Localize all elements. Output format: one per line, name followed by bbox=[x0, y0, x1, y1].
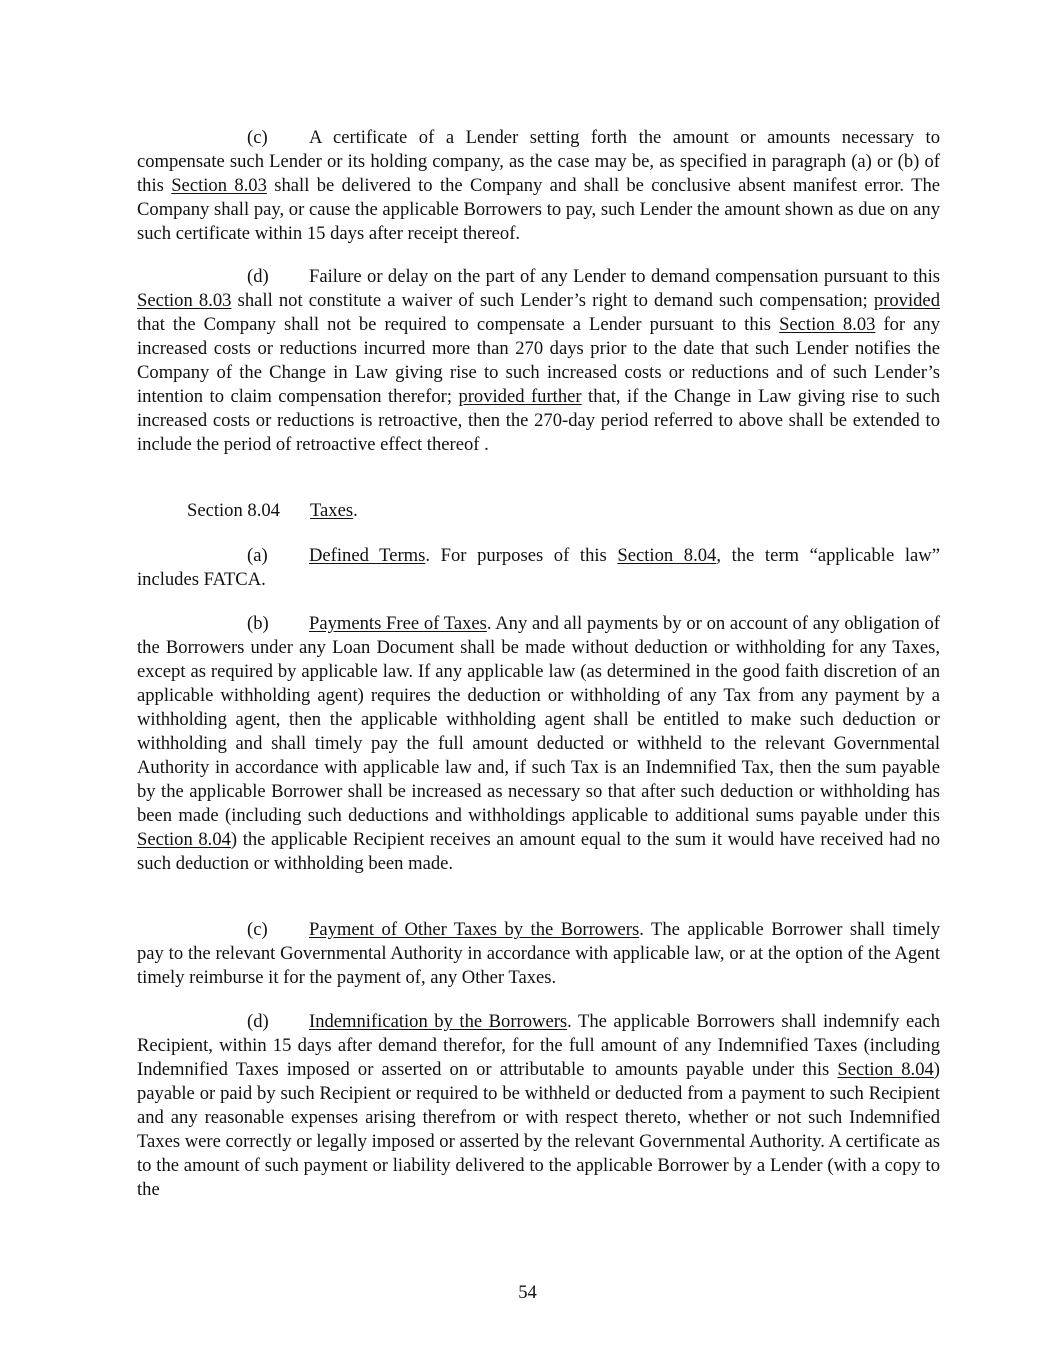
paragraph-d-indemnification bbox=[137, 1010, 940, 1202]
paragraph-heading: Indemnification by the Borrowers bbox=[309, 1011, 568, 1032]
section-number: Section 8.04 bbox=[187, 500, 280, 521]
paragraph-heading: Defined Terms bbox=[309, 545, 426, 566]
paragraph-label: (c) bbox=[247, 127, 268, 148]
paragraph-text: ) payable or paid by such Recipient or required to be withheld or deducted from a payment to such Recipient and any reasonable expenses arising therefrom or with respect thereto, whether or not such Indemnified Taxes were correctly or legally imposed or asserted by the relevant Governmental Authority. A certificate as to the amount of such payment or liability delivered to the applicable Borrower by a Lender (with a copy to the bbox=[137, 1059, 940, 1200]
section-reference: Section 8.03 bbox=[779, 314, 876, 335]
paragraph-c-certificate bbox=[137, 126, 940, 246]
section-title-period: . bbox=[353, 500, 358, 521]
section-reference: Section 8.03 bbox=[137, 290, 232, 311]
paragraph-heading: Payment of Other Taxes by the Borrowers bbox=[309, 919, 640, 940]
section-heading-8-04 bbox=[187, 499, 358, 523]
paragraph-text: for any increased costs or reductions incurred more than 270 days prior to the date that such Lender notifies the Company of the Change in Law giving rise to such increased costs or reductions and of such Lender’s intention to claim compensation therefor; bbox=[137, 314, 940, 407]
paragraph-c-other-taxes bbox=[137, 918, 940, 990]
paragraph-text: . The applicable Borrowers shall indemnify each Recipient, within 15 days after demand therefor, for the full amount of any Indemnified Taxes (including Indemnified Taxes imposed or asserted on or attributable to amounts payable under this bbox=[137, 1011, 940, 1080]
paragraph-text: . Any and all payments by or on account of any obligation of the Borrowers under any Loan Document shall be made without deduction or withholding for any Taxes, except as required by applicable law. If any applicable law (as determined in the good faith discretion of an applicable withholding agent) requires the deduction or withholding of any Tax from any payment by a withholding agent, then the applicable withholding agent shall be entitled to make such deduction or withholding and shall timely pay the full amount deducted or withheld to the relevant Governmental Authority in accordance with applicable law and, if such Tax is an Indemnified Tax, then the sum payable by the applicable Borrower shall be increased as necessary so that after such deduction or withholding has been made (including such deductions and withholdings applicable to additional sums payable under this bbox=[137, 613, 940, 826]
paragraph-label: (a) bbox=[247, 545, 268, 566]
paragraph-d-failure-or-delay bbox=[137, 265, 940, 457]
paragraph-heading: Payments Free of Taxes bbox=[309, 613, 487, 634]
paragraph-a-defined-terms bbox=[137, 544, 940, 592]
paragraph-text: that the Company shall not be required to compensate a Lender pursuant to this bbox=[137, 314, 780, 335]
paragraph-text: A certificate of a Lender setting forth the amount or amounts necessary to compensate such Lender or its holding company, as the case may be, as specified in paragraph (a) or (b) of this bbox=[137, 127, 940, 196]
paragraph-text: ) the applicable Recipient receives an amount equal to the sum it would have received had no such deduction or withholding been made. bbox=[137, 829, 940, 874]
section-title: Taxes bbox=[310, 500, 354, 521]
section-reference: Section 8.03 bbox=[171, 175, 267, 196]
section-reference: Section 8.04 bbox=[617, 545, 717, 566]
paragraph-label: (b) bbox=[247, 613, 269, 634]
page-number: 54 bbox=[518, 1282, 537, 1303]
paragraph-label: (d) bbox=[247, 1011, 269, 1032]
section-reference: Section 8.04 bbox=[137, 829, 231, 850]
paragraph-text: Failure or delay on the part of any Lender to demand compensation pursuant to this bbox=[309, 266, 940, 287]
section-reference: Section 8.04 bbox=[837, 1059, 934, 1080]
paragraph-text: that, if the Change in Law giving rise to such increased costs or reductions is retroactive, then the 270-day period referred to above shall be extended to include the period of retroactive effect thereof . bbox=[137, 386, 940, 455]
paragraph-label: (d) bbox=[247, 266, 269, 287]
paragraph-b-payments-free-of-taxes bbox=[137, 612, 940, 876]
provided-term: provided bbox=[873, 290, 940, 311]
paragraph-text: shall be delivered to the Company and shall be conclusive absent manifest error. The Company shall pay, or cause the applicable Borrowers to pay, such Lender the amount shown as due on any such certificate within 15 days after receipt thereof. bbox=[137, 175, 940, 244]
paragraph-text: . The applicable Borrower shall timely pay to the relevant Governmental Authority in accordance with applicable law, or at the option of the Agent timely reimburse it for the payment of, any Other Taxes. bbox=[137, 919, 940, 988]
paragraph-text: , the term “applicable law” includes FATCA. bbox=[137, 545, 940, 590]
paragraph-text: shall not constitute a waiver of such Lender’s right to demand such compensation; bbox=[231, 290, 874, 311]
paragraph-text: . For purposes of this bbox=[425, 545, 618, 566]
paragraph-label: (c) bbox=[247, 919, 268, 940]
provided-further-term: provided further bbox=[458, 386, 582, 407]
